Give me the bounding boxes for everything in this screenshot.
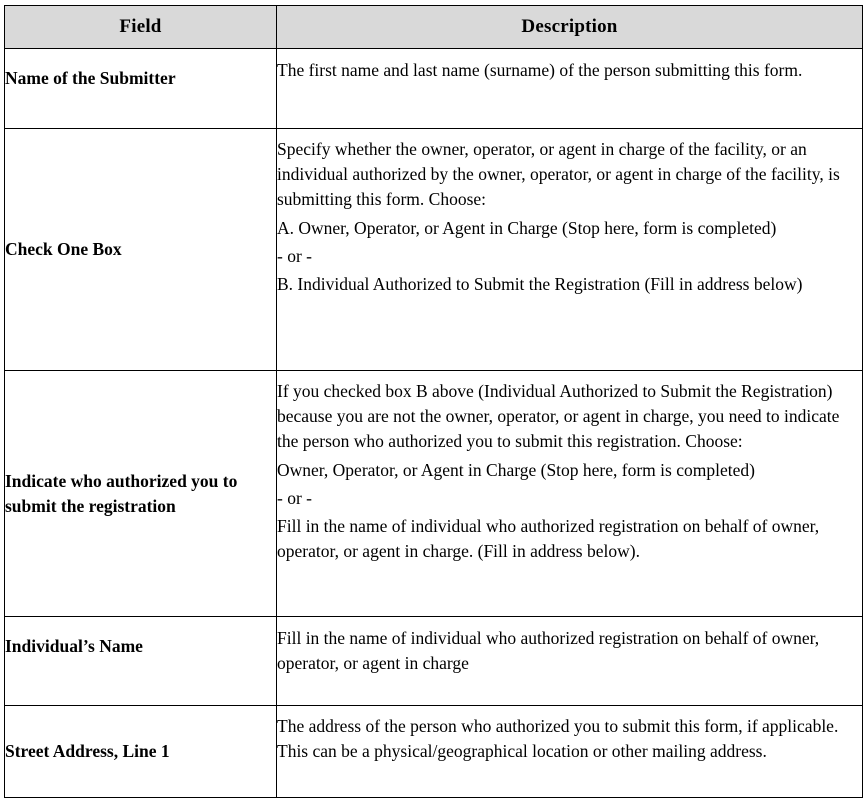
table-header — [5, 6, 863, 49]
description-paragraph: B. Individual Authorized to Submit the Registration (Fill in address below) — [277, 273, 803, 294]
description-paragraph: - or - — [277, 245, 312, 266]
description-paragraph: If you checked box B above (Individual Authorized to Submit the Registration) because you are not the owner, operator, or agent in charge, you need to indicate the person who authorized you to submit this registration. Choose: — [277, 381, 840, 452]
table-row — [5, 706, 863, 798]
description-paragraph: Fill in the name of individual who authorized registration on behalf of owner, operator, or agent in charge. (Fill in address below). — [277, 515, 820, 562]
column-header-description — [277, 6, 863, 49]
field-description-cell — [277, 129, 863, 371]
description-paragraph: Specify whether the owner, operator, or agent in charge of the facility, or an individual authorized by the owner, operator, or agent in charge of the facility, is submitting this form. Choose: — [277, 139, 840, 210]
description-paragraph: The first name and last name (surname) of the person submitting this form. — [277, 60, 803, 80]
field-name-cell: Individual’s Name — [5, 617, 277, 706]
field-description-cell — [277, 617, 863, 706]
table-row — [5, 129, 863, 371]
field-description-cell — [277, 706, 863, 798]
field-description-table — [4, 5, 863, 798]
column-header-description-label: Description — [521, 15, 618, 37]
description-paragraph: A. Owner, Operator, or Agent in Charge (Stop here, form is completed) — [277, 217, 777, 238]
field-description-cell — [277, 371, 863, 617]
table-header-row — [5, 6, 863, 49]
table-body — [5, 49, 863, 798]
description-paragraph: Owner, Operator, or Agent in Charge (Stop here, form is completed) — [277, 459, 755, 480]
description-paragraph: The address of the person who authorized you to submit this form, if applicable. This can be a physical/geographical location or other mailing address. — [277, 716, 839, 762]
column-header-field-label: Field — [119, 15, 162, 37]
field-name-cell: Name of the Submitter — [5, 49, 277, 129]
field-description-cell — [277, 49, 863, 129]
table-row — [5, 617, 863, 706]
description-paragraph: Fill in the name of individual who authorized registration on behalf of owner, operator, or agent in charge — [277, 628, 820, 674]
table-row — [5, 49, 863, 129]
description-paragraph: - or - — [277, 487, 312, 508]
field-name-cell: Check One Box — [5, 129, 277, 371]
field-name-cell: Indicate who authorized you to submit the registration — [5, 371, 277, 617]
table-row — [5, 371, 863, 617]
field-name-cell: Street Address, Line 1 — [5, 706, 277, 798]
column-header-field — [5, 6, 277, 49]
